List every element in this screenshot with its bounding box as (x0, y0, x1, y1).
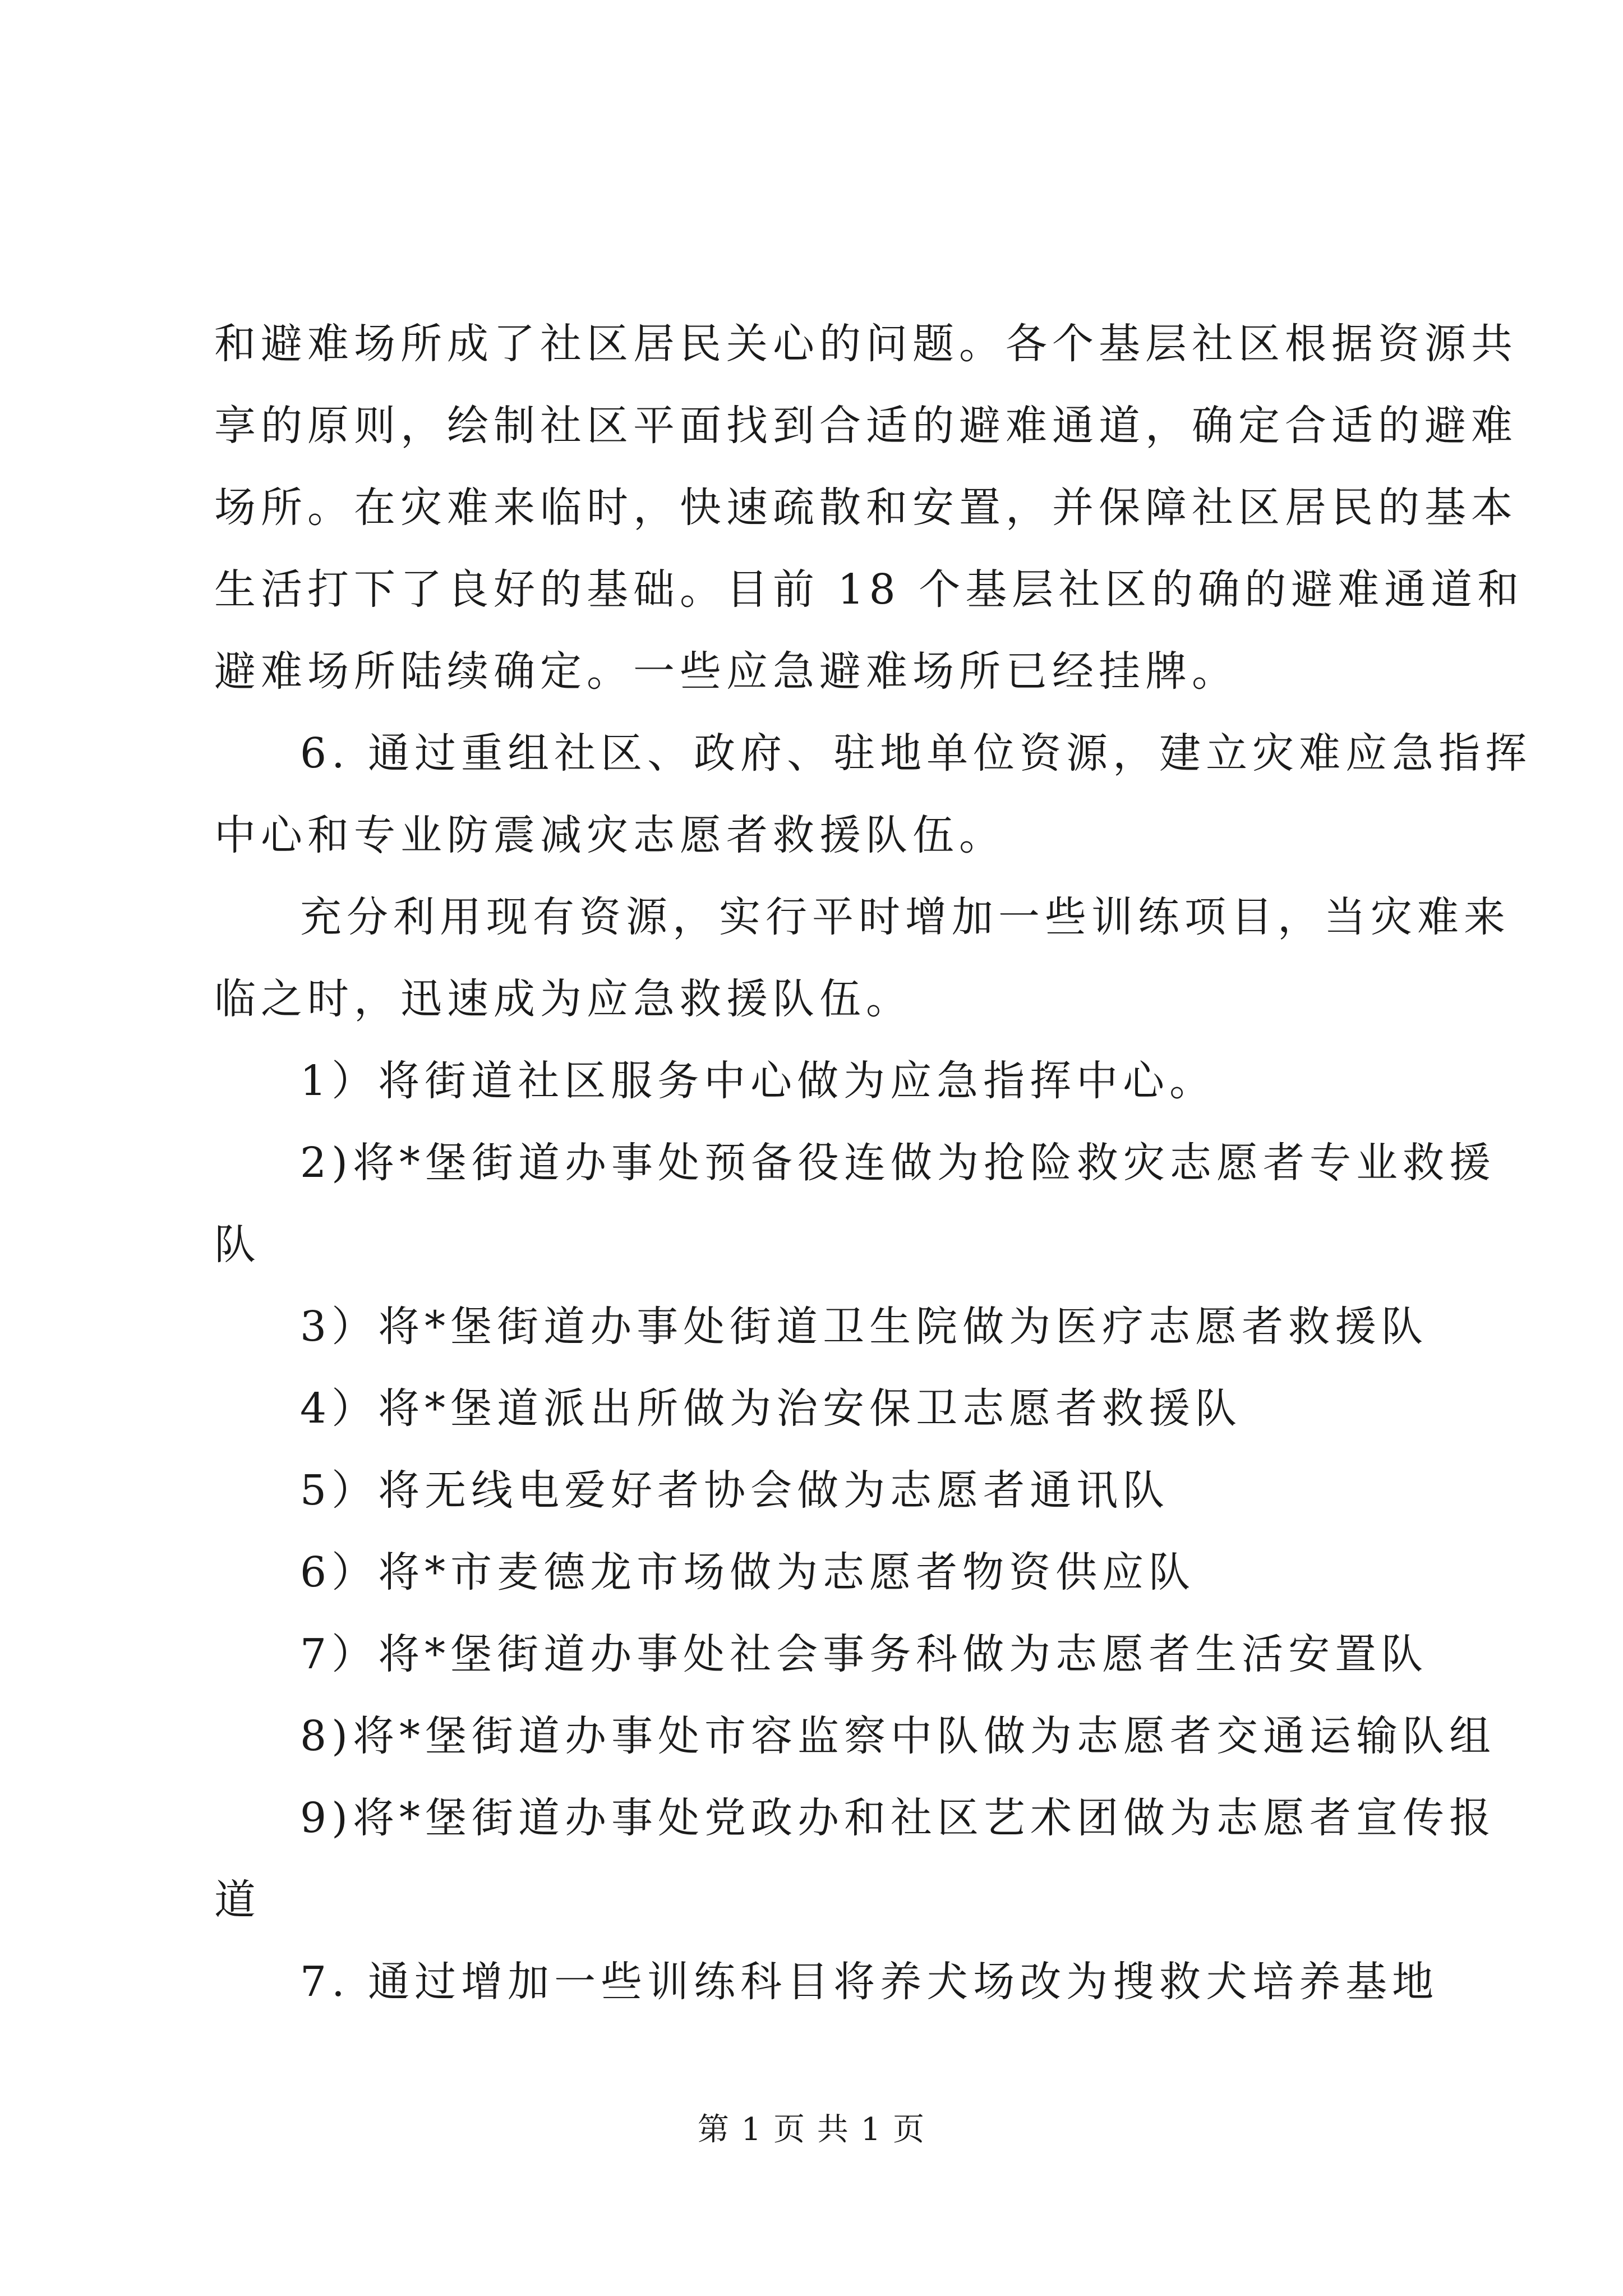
list-item: 7）将*堡街道办事处社会事务科做为志愿者生活安置队 (300, 1630, 1428, 1678)
paragraph-line: 6. 通过重组社区、政府、驻地单位资源，建立灾难应急指挥 (300, 729, 1532, 777)
paragraph-line: 充分利用现有资源，实行平时增加一些训练项目，当灾难来 (300, 893, 1510, 941)
list-item: 1）将街道社区服务中心做为应急指挥中心。 (300, 1057, 1216, 1105)
paragraph-line: 和避难场所成了社区居民关心的问题。各个基层社区根据资源共 (214, 320, 1518, 368)
paragraph-line: 享的原则，绘制社区平面找到合适的避难通道，确定合适的避难 (214, 402, 1518, 450)
list-item: 6）将*市麦德龙市场做为志愿者物资供应队 (300, 1548, 1196, 1596)
paragraph-line: 避难场所陆续确定。一些应急避难场所已经挂牌。 (214, 647, 1238, 696)
paragraph-line: 生活打下了良好的基础。目前 18 个基层社区的确的避难通道和 (214, 565, 1524, 614)
paragraph-line: 场所。在灾难来临时，快速疏散和安置，并保障社区居民的基本 (214, 484, 1518, 532)
document-body (214, 303, 1532, 2023)
list-item: 4）将*堡道派出所做为治安保卫志愿者救援队 (300, 1384, 1242, 1433)
list-item: 5）将无线电爱好者协会做为志愿者通讯队 (300, 1466, 1170, 1515)
paragraph-line: 中心和专业防震减灾志愿者救援队伍。 (214, 811, 1006, 859)
list-item: 2)将*堡街道办事处预备役连做为抢险救灾志愿者专业救援 (300, 1139, 1496, 1187)
list-item-continuation: 道 (214, 1876, 261, 1924)
paragraph-line: 临之时，迅速成为应急救援队伍。 (214, 975, 912, 1023)
list-item-continuation: 队 (214, 1221, 261, 1269)
page-number-footer: 第 1 页 共 1 页 (697, 2111, 926, 2148)
list-item: 9)将*堡街道办事处党政办和社区艺术团做为志愿者宣传报 (300, 1794, 1496, 1842)
section-heading: 7. 通过增加一些训练科目将养犬场改为搜救犬培养基地 (300, 1958, 1439, 2006)
list-item: 8)将*堡街道办事处市容监察中队做为志愿者交通运输队组 (300, 1712, 1496, 1760)
list-item: 3）将*堡街道办事处街道卫生院做为医疗志愿者救援队 (300, 1303, 1428, 1351)
